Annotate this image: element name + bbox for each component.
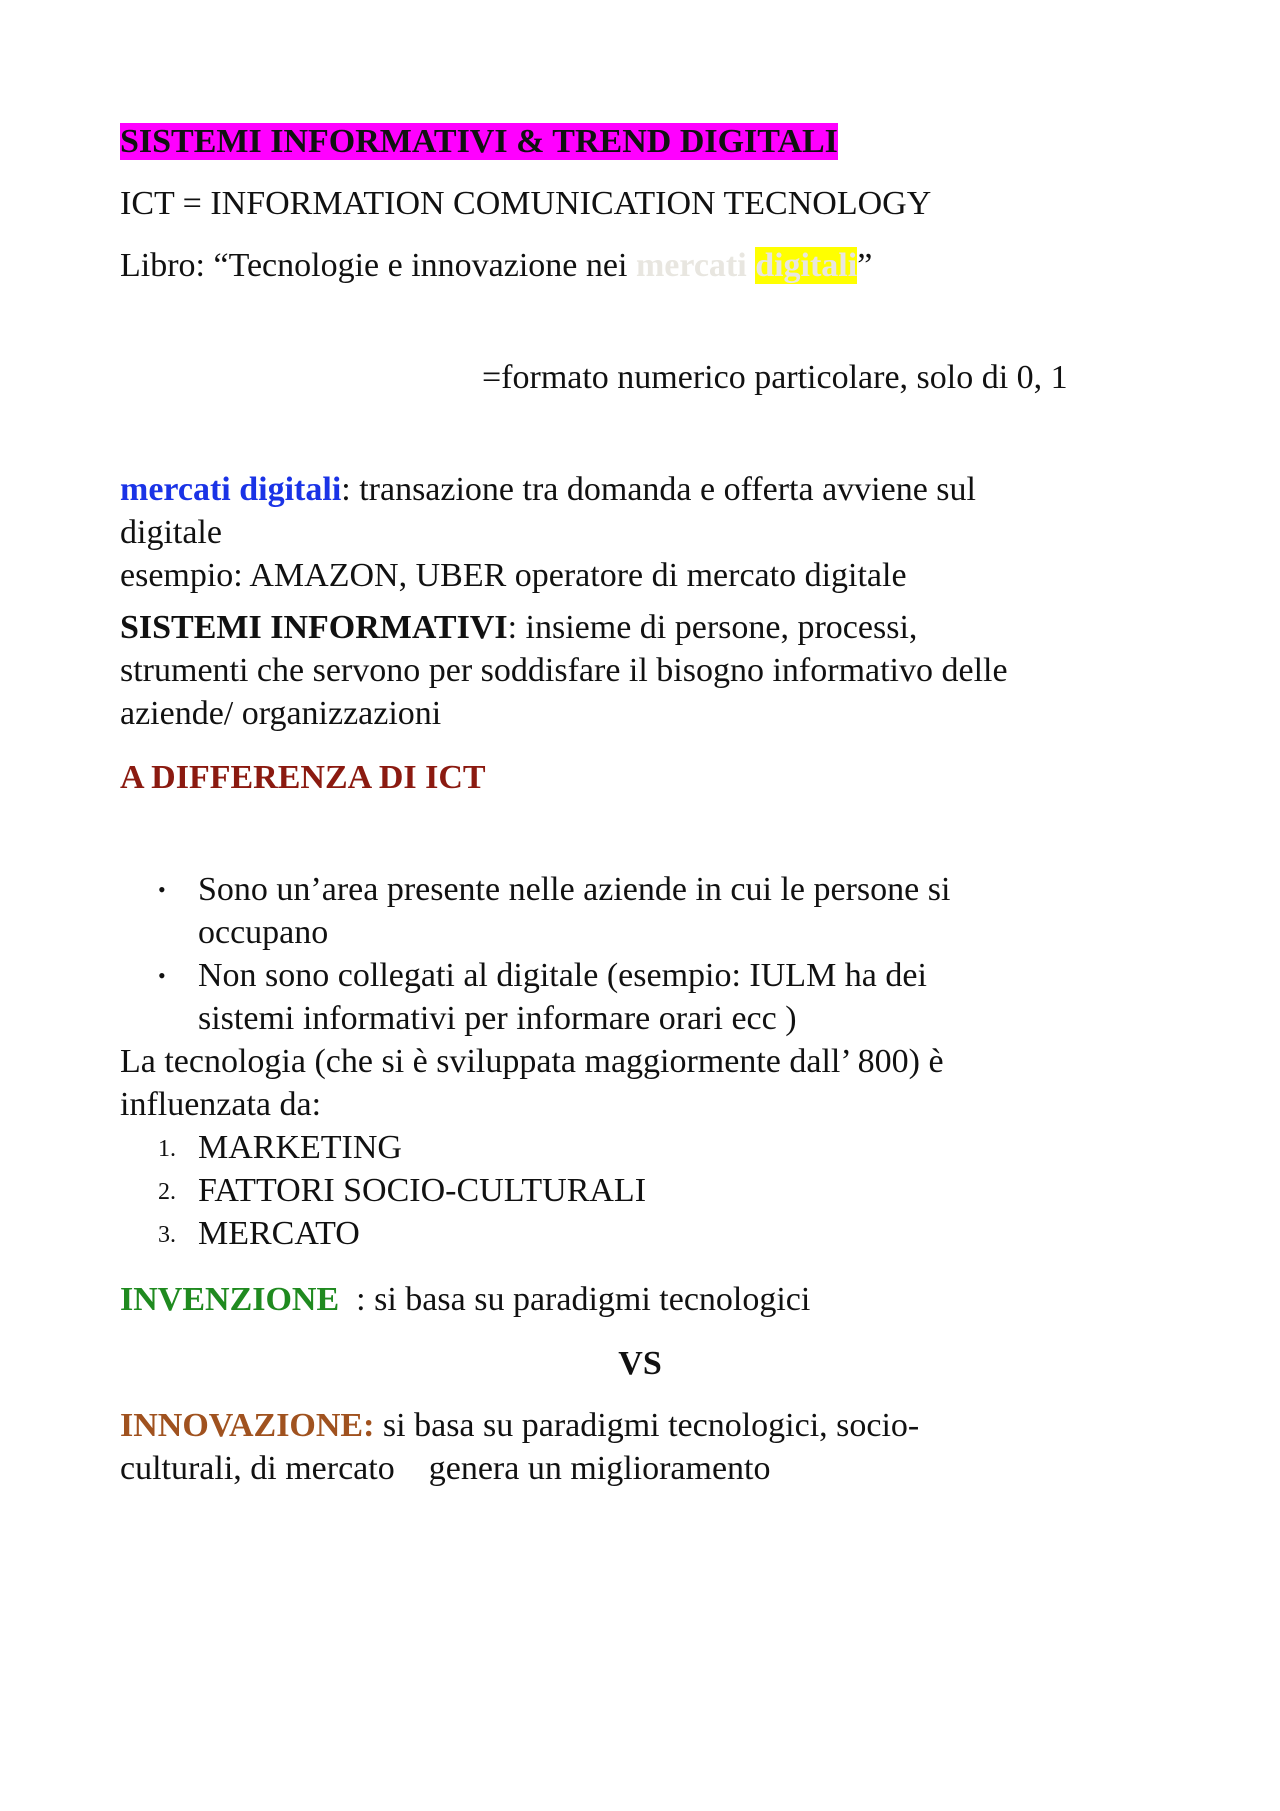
bullet-line1: Sono un’area presente nelle aziende in cui le persone si [198,871,951,908]
tecnologia-line2: influenzata da: [120,1086,322,1123]
list-item [120,1169,1180,1212]
sistemi-informativi-def3: aziende/ organizzazioni [120,695,442,732]
innovazione-line1 [120,1404,919,1447]
invenzione-text: : si basa su paradigmi tecnologici [339,1281,811,1318]
innovazione-term: INNOVAZIONE: [120,1407,375,1444]
sistemi-informativi-def2: strumenti che servono per soddisfare il bisogno informativo delle [120,652,1008,689]
invenzione-term: INVENZIONE [120,1281,340,1318]
ict-definition: ICT = INFORMATION COMUNICATION TECNOLOGY [120,185,932,222]
sistemi-informativi-def1: : insieme di persone, processi, [507,609,918,646]
libro-word-mercati: mercati [635,247,747,284]
sistemi-informativi-line1 [120,606,1008,649]
mercati-digitali-def1: : transazione tra domanda e offerta avviene sul [341,471,976,508]
innovazione-paragraph [120,1404,919,1490]
vs-separator: VS [618,1345,662,1382]
mercati-digitali-line1 [120,468,976,511]
sistemi-informativi-term: SISTEMI INFORMATIVI [120,609,508,646]
invenzione-paragraph [120,1278,810,1321]
mercati-digitali-example: esempio: AMAZON, UBER operatore di mercato digitale [120,557,907,594]
bullet-marker: • [158,963,166,988]
list-item-text: FATTORI SOCIO-CULTURALI [198,1172,647,1209]
tecnologia-paragraph [120,1040,944,1126]
page-title [120,120,838,163]
bullet-line2: occupano [198,914,329,951]
innovazione-def1: si basa su paradigmi tecnologici, socio- [374,1407,920,1444]
libro-prefix: Libro: “Tecnologie e innovazione nei [120,247,636,284]
differenza-heading: A DIFFERENZA DI ICT [120,759,486,796]
list-number: 3. [158,1222,176,1248]
list-item [120,954,1180,1040]
libro-reference [120,244,872,287]
bullet-marker: • [158,877,166,902]
bullet-line2: sistemi informativi per informare orari ecc ) [198,1000,797,1037]
list-item-text: MERCATO [198,1215,360,1252]
mercati-digitali-term: mercati digitali [120,471,342,508]
title-text: SISTEMI INFORMATIVI & TREND DIGITALI [120,123,838,160]
sistemi-informativi-paragraph [120,606,1008,735]
list-item [120,868,1180,954]
list-item [120,1212,1180,1255]
list-number: 2. [158,1179,176,1205]
list-item-text: MARKETING [198,1129,402,1166]
bullet-line1: Non sono collegati al digitale (esempio: IULM ha dei [198,957,927,994]
differenza-bullet-list [120,868,1180,1040]
tecnologia-line1: La tecnologia (che si è sviluppata maggiormente dall’ 800) è [120,1043,944,1080]
list-item [120,1126,1180,1169]
mercati-digitali-def2: digitale [120,514,222,551]
mercati-digitali-paragraph [120,468,976,597]
libro-suffix: ” [857,247,873,284]
formato-note: =formato numerico particolare, solo di 0, 1 [482,359,1068,396]
innovazione-def2: culturali, di mercato genera un miglioramento [120,1450,771,1487]
libro-word-digitali: digitali [755,247,858,284]
influences-numbered-list [120,1126,1180,1255]
list-number: 1. [158,1136,176,1162]
